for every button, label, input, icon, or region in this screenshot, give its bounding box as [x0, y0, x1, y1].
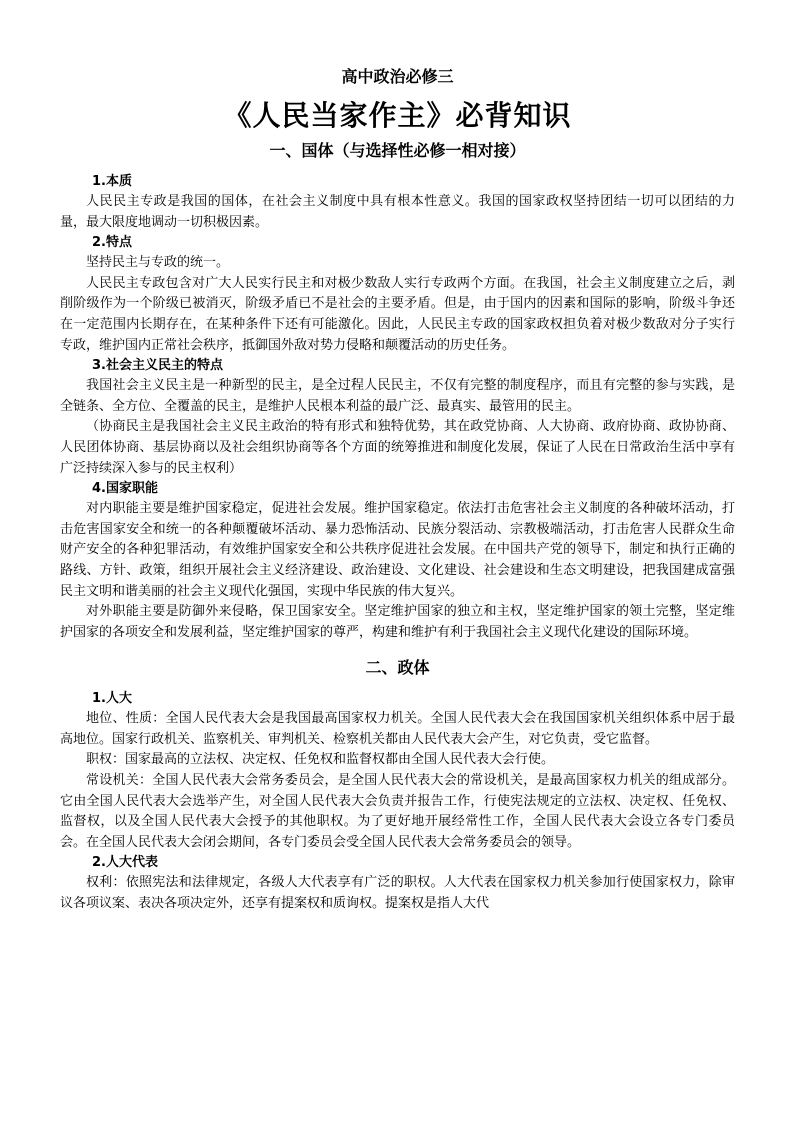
subsection-title: 1.本质 — [92, 174, 132, 189]
paragraph: 地位、性质：全国人民代表大会是我国最高国家权力机关。全国人民代表大会在我国国家机关组织体系中居于最高地位。国家行政机关、监察机关、审判机关、检察机关都由人民代表大会产生，对它负责，受它监督。 — [60, 711, 735, 747]
paragraph: 人民民主专政包含对广大人民实行民主和对极少数敌人实行专政两个方面。在我国，社会主义制度建立之后，剥削阶级作为一个阶级已被消灭，阶级矛盾已不是社会的主要矛盾。但是，由于国内的因素和国际的影响，阶级斗争还在一定范围内长期存在，在某种条件下还有可能激化。因此，人民民主专政的国家政权担负着对极少数敌对分子实行专政，维护国内正常社会秩序，抵御国外敌对势力侵略和颠覆活动的历史任务。 — [60, 275, 735, 353]
section-zhengti — [60, 657, 735, 914]
course-title: 高中政治必修三 — [341, 67, 454, 86]
paragraph: 对外职能主要是防御外来侵略，保卫国家安全。坚定维护国家的独立和主权，坚定维护国家的领土完整，坚定维护国家的各项安全和发展利益，坚定维护国家的尊严，构建和维护有利于我国社会主义现代化建设的国际环境。 — [60, 604, 735, 640]
paragraph: 坚持民主与专政的统一。 — [86, 255, 230, 271]
paragraph: （协商民主是我国社会主义民主政治的特有形式和独特优势，其在政党协商、人大协商、政府协商、政协协商、人民团体协商、基层协商以及社会组织协商等各个方面的统筹推进和制度化发展，保证了人民在日常政治生活中享有广泛持续深入参与的民主权利） — [60, 419, 735, 476]
paragraph: 权利：依照宪法和法律规定，各级人大代表享有广泛的职权。人大代表在国家权力机关参加行使国家权力，除审议各项议案、表决各项决定外，还享有提案权和质询权。提案权是指人大代 — [60, 875, 735, 912]
paragraph: 常设机关：全国人民代表大会常务委员会，是全国人民代表大会的常设机关，是最高国家权力机关的组成部分。它由全国人民代表大会选举产生，对全国人民代表大会负责并报告工作，行使宪法规定的立法权、决定权、任免权、监督权，以及全国人民代表大会授予的其他职权。为了更好地开展经常性工作，全国人民代表大会设立各专门委员会。在全国人民代表大会闭会期间，各专门委员会受全国人民代表大会常务委员会的领导。 — [60, 773, 735, 850]
paragraph: 对内职能主要是维护国家稳定，促进社会发展。维护国家稳定。依法打击危害社会主义制度的各种破坏活动，打击危害国家安全和统一的各种颠覆破坏活动、暴力恐怖活动、民族分裂活动、宗教极端活动，打击危害人民群众生命财产安全的各种犯罪活动，有效维护国家安全和公共秩序促进社会发展。在中国共产党的领导下，制定和执行正确的路线、方针、政策，组织开展社会主义经济建设、政治建设、文化建设、社会建设和生态文明建设，把我国建成富强民主文明和谐美丽的社会主义现代化强国，实现中华民族的伟大复兴。 — [60, 501, 735, 599]
paragraph: 我国社会主义民主是一种新型的民主，是全过程人民民主，不仅有完整的制度程序，而且有完整的参与实践，是全链条、全方位、全覆盖的民主，是维护人民根本利益的最广泛、最真实、最管用的民主。 — [60, 378, 735, 414]
subsection-title: 3.社会主义民主的特点 — [92, 358, 223, 374]
section-guoti — [60, 140, 735, 643]
section-heading: 一、国体（与选择性必修一相对接） — [269, 141, 526, 160]
subsection-title: 4.国家职能 — [92, 481, 158, 497]
paragraph: 职权：国家最高的立法权、决定权、任免权和监督权都由全国人民代表大会行使。 — [86, 752, 555, 768]
section-heading: 二、政体 — [365, 658, 430, 678]
document-page — [60, 66, 735, 915]
document-title: 《人民当家作主》必背知识 — [223, 99, 572, 132]
subsection-title: 1.人大 — [92, 691, 132, 707]
subsection-title: 2.特点 — [92, 235, 132, 251]
subsection-title: 2.人大代表 — [92, 855, 158, 871]
paragraph: 人民民主专政是我国的国体，在社会主义制度中具有根本性意义。我国的国家政权坚持团结一切可以团结的力量，最大限度地调动一切积极因素。 — [60, 194, 735, 230]
